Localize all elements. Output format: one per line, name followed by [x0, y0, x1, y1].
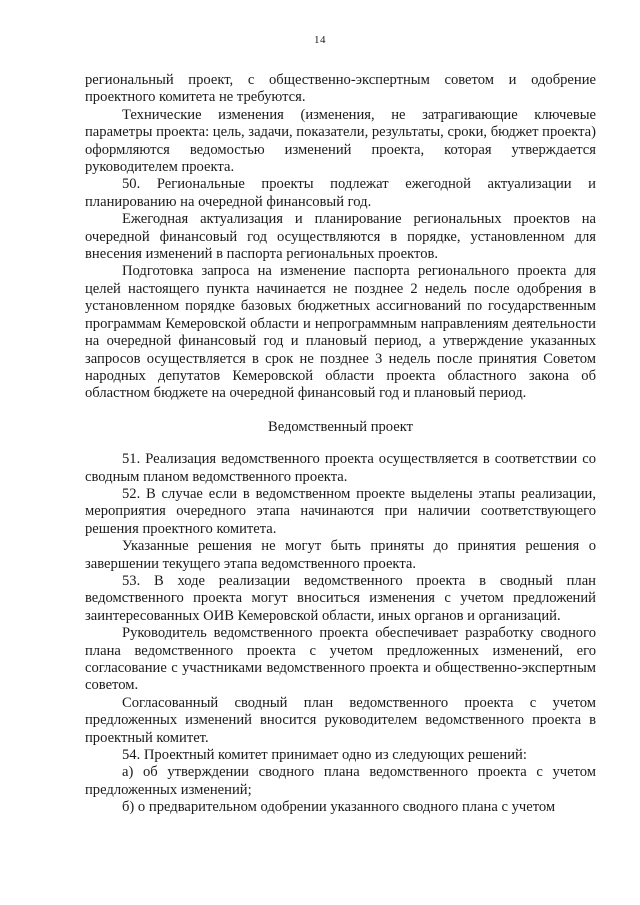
- paragraph-item-52: 52. В случае если в ведомственном проекте выделены этапы реализации, мероприятия очередного этапа начинаются при наличии соответствующего решения проектного комитета.: [85, 485, 596, 537]
- list-item-b: б) о предварительном одобрении указанного сводного плана с учетом: [122, 799, 556, 816]
- paragraph-decisions-note: Указанные решения не могут быть приняты до принятия решения о завершении текущего этапа ведомственного проекта.: [85, 538, 596, 572]
- paragraph-item-53: 53. В ходе реализации ведомственного проекта в сводный план ведомственного проекта могут вноситься изменения с учетом предложений заинтересованных ОИВ Кемеровской области, иных органов и организаций.: [85, 572, 596, 624]
- paragraph-project-lead: Руководитель ведомственного проекта обеспечивает разработку сводного плана ведомственного проекта с учетом предложенных изменений, его согласование с участниками ведомственного проекта и общественно-экспертным советом.: [85, 625, 596, 694]
- section-heading: Ведомственный проект: [267, 418, 414, 435]
- paragraph-item-50: 50. Региональные проекты подлежат ежегодной актуализации и планированию на очередной финансовый год.: [85, 176, 596, 210]
- paragraph-annual-update: Ежегодная актуализация и планирование региональных проектов на очередной финансовый год осуществляются в порядке, установленном для внесения изменений в паспорта региональных проектов.: [85, 211, 596, 263]
- paragraph-continuation: региональный проект, с общественно-экспертным советом и одобрение проектного комитета не требуются.: [85, 72, 596, 106]
- page-number: 14: [314, 34, 326, 46]
- paragraph-item-51: 51. Реализация ведомственного проекта осуществляется в соответствии со сводным планом ведомственного проекта.: [85, 451, 596, 485]
- paragraph-agreed-plan: Согласованный сводный план ведомственного проекта с учетом предложенных изменений вносится руководителем ведомственного проекта в проектный комитет.: [85, 694, 596, 746]
- list-item-a: а) об утверждении сводного плана ведомственного проекта с учетом предложенных изменений;: [85, 764, 596, 798]
- paragraph-item-54: 54. Проектный комитет принимает одно из следующих решений:: [122, 747, 527, 764]
- paragraph-technical-changes: Технические изменения (изменения, не затрагивающие ключевые параметры проекта: цель, задачи, показатели, результаты, сроки, бюджет проекта) оформляются ведомостью изменений проекта, которая утверждается руководителем проекта.: [85, 106, 596, 176]
- document-body: [85, 72, 596, 817]
- paragraph-request-preparation: Подготовка запроса на изменение паспорта регионального проекта для целей настоящего пункта начинается не позднее 2 недель после одобрения в установленном порядке базовых бюджетных ассигнований по государственным программам Кемеровской области и непрограммным направлениям деятельности на очередной финансовый год и плановый период, а утверждение указанных запросов осуществляется в срок не позднее 3 недель после принятия Советом народных депутатов Кемеровской области проекта областного закона об областном бюджете на очередной финансовый год и плановый период.: [85, 263, 596, 402]
